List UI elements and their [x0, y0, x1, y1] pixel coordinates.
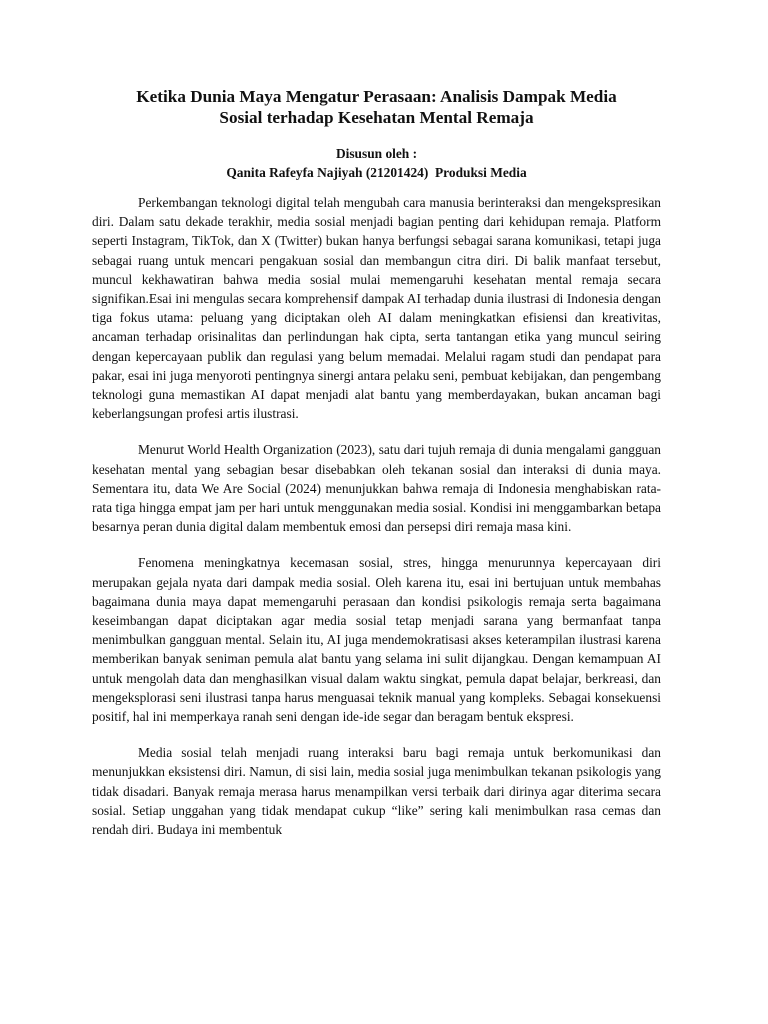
- paragraph-3: Fenomena meningkatnya kecemasan sosial, stres, hingga menurunnya kepercayaan diri merupakan gejala nyata dari dampak media sosial. Oleh karena itu, esai ini bertujuan untuk membahas bagaimana dunia maya dapat memengaruhi perasaan dan kondisi psikologis remaja serta bagaimana keseimbangan dapat diciptakan agar media sosial tetap menjadi sarana yang bermanfaat tanpa menimbulkan gangguan mental. Selain itu, AI juga mendemokratisasi akses keterampilan ilustrasi karena memberikan banyak seniman pemula alat bantu yang selama ini sulit dijangkau. Dengan kemampuan AI untuk mengolah data dan menghasilkan visual dalam waktu singkat, pemula dapat belajar, berkreasi, dan mengeksplorasi seni ilustrasi tanpa harus menguasai teknik manual yang kompleks. Sebagai konsekuensi positif, hal ini memperkaya ranah seni dengan ide-ide segar dan beragam bentuk ekspresi.: [92, 555, 661, 725]
- byline-label: Disusun oleh :: [335, 146, 418, 161]
- paragraph-4: Media sosial telah menjadi ruang interaksi baru bagi remaja untuk berkomunikasi dan menunjukkan eksistensi diri. Namun, di sisi lain, media sosial juga menimbulkan tekanan psikologis yang tidak disadari. Banyak remaja merasa harus menampilkan versi terbaik dari dirinya agar diterima secara sosial. Setiap unggahan yang tidak mendapat cukup “like” sering kali menimbulkan rasa cemas dan rendah diri. Budaya ini membentuk: [92, 745, 661, 838]
- title-line-1: Ketika Dunia Maya Mengatur Perasaan: Analisis Dampak Media: [136, 87, 617, 106]
- title-line-2: Sosial terhadap Kesehatan Mental Remaja: [219, 108, 534, 127]
- document-body: [92, 193, 661, 839]
- paragraph-2: Menurut World Health Organization (2023), satu dari tujuh remaja di dunia mengalami gangguan kesehatan mental yang sebagian besar disebabkan oleh tekanan sosial dan interaksi di dunia maya. Sementara itu, data We Are Social (2024) menunjukkan bahwa remaja di Indonesia menghabiskan rata-rata tiga hingga empat jam per hari untuk menggunakan media sosial. Kondisi ini menggambarkan betapa besarnya peran dunia digital dalam membentuk emosi dan persepsi diri remaja masa kini.: [92, 442, 661, 535]
- byline: [92, 144, 661, 182]
- paragraph-1: Perkembangan teknologi digital telah mengubah cara manusia berinteraksi dan mengekspresikan diri. Dalam satu dekade terakhir, media sosial menjadi bagian penting dari kehidupan remaja. Platform seperti Instagram, TikTok, dan X (Twitter) bukan hanya berfungsi sebagai sarana komunikasi, tetapi juga sebagai ruang untuk mencari pengakuan sosial dan membangun citra diri. Di balik manfaat tersebut, muncul kekhawatiran bahwa media sosial mulai memengaruhi kesehatan mental remaja secara signifikan.Esai ini mengulas secara komprehensif dampak AI terhadap dunia ilustrasi di Indonesia dengan tiga fokus utama: peluang yang diciptakan oleh AI dalam meningkatkan efisiensi dan kreativitas, ancaman terhadap orisinalitas dan perlindungan hak cipta, serta tantangan etika yang muncul seiring dengan kepercayaan publik dan regulasi yang belum memadai. Melalui ragam studi dan pendapat para pakar, esai ini juga menyoroti pentingnya sinergi antara pelaku seni, pembuat kebijakan, dan pengembang teknologi guna memastikan AI dapat menjadi alat bantu yang memberdayakan, bukan ancaman bagi keberlangsungan profesi artis ilustrasi.: [92, 195, 661, 422]
- byline-author: Qanita Rafeyfa Najiyah (21201424) Produksi Media: [226, 165, 527, 180]
- document-page: [92, 86, 661, 856]
- document-title: [92, 86, 661, 128]
